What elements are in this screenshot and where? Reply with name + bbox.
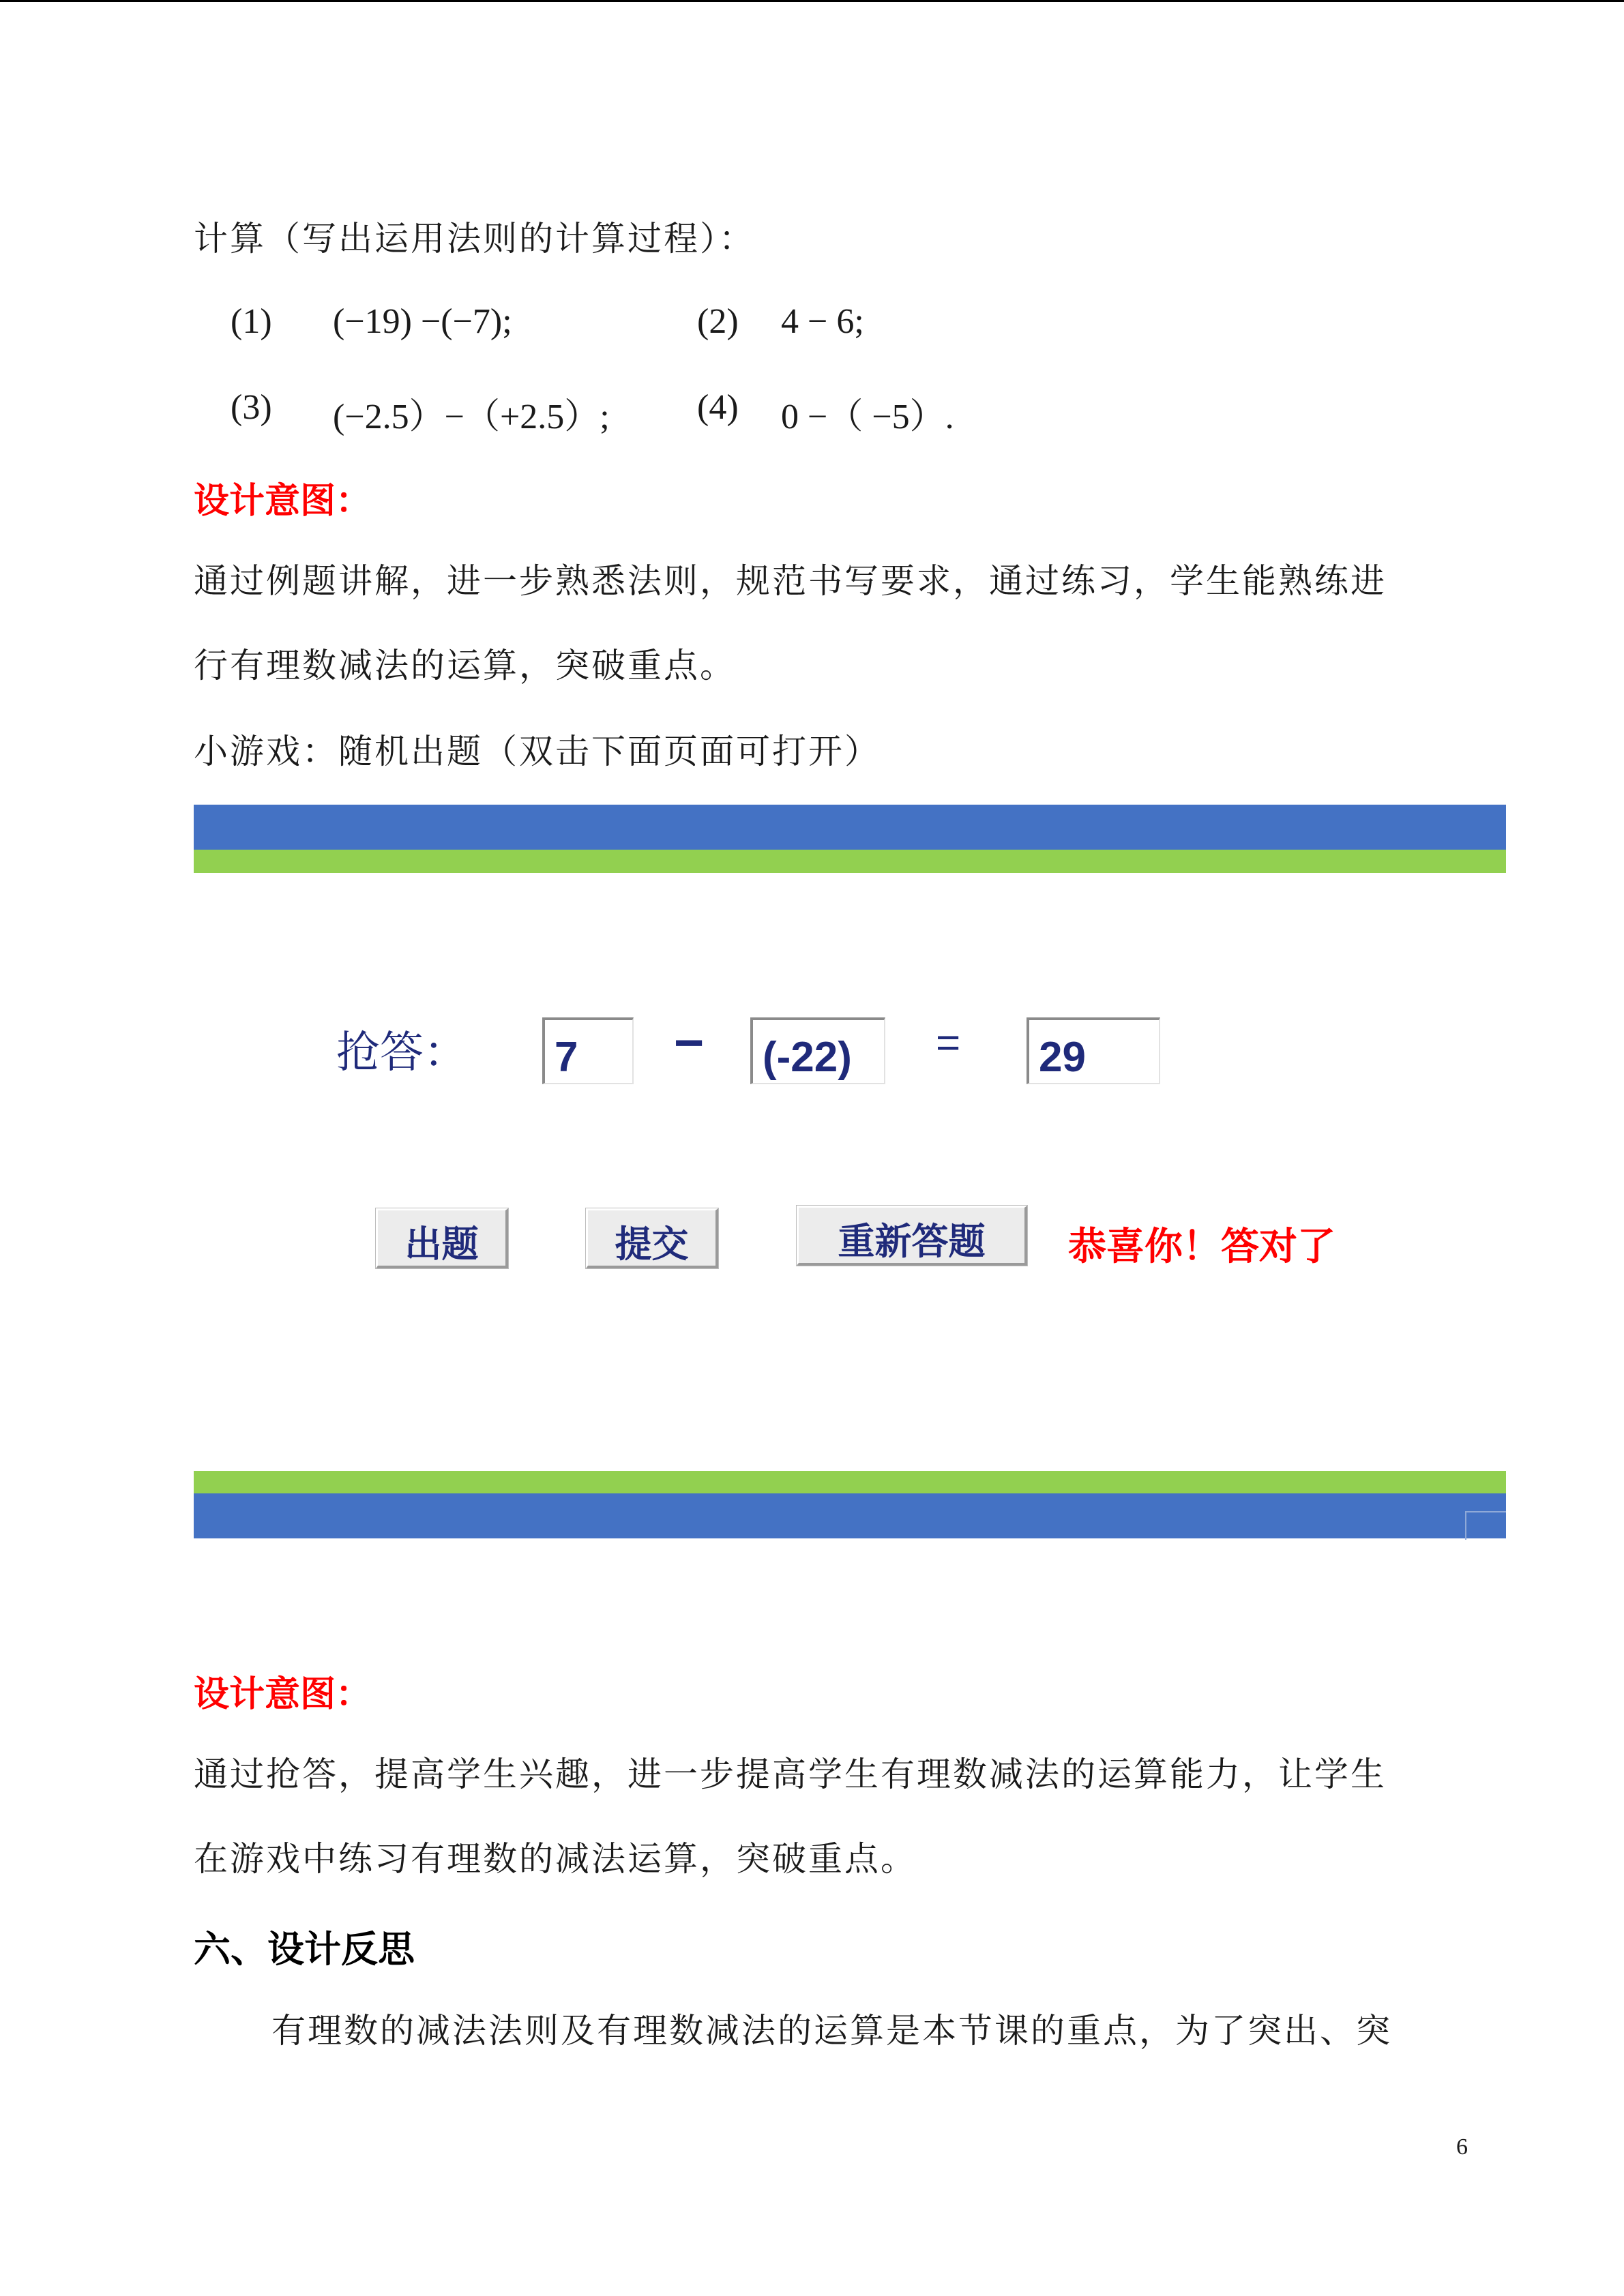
- generate-question-button[interactable]: 出题: [376, 1208, 508, 1268]
- page-top-border: [0, 0, 1624, 2]
- game-bottom-blue-bar: [194, 1493, 1506, 1538]
- problem-1-number: (1): [231, 302, 272, 341]
- result-feedback: 恭喜你！答对了: [1068, 1225, 1335, 1269]
- mini-game-intro: 小游戏：随机出题（双击下面页面可打开）: [194, 732, 881, 771]
- operand-1-field[interactable]: 7: [542, 1017, 634, 1084]
- game-top-green-bar: [194, 850, 1506, 873]
- problem-3-expression: (−2.5）−（+2.5）;: [333, 398, 610, 436]
- problem-1-expression: (−19) −(−7);: [333, 302, 512, 341]
- page-number: 6: [1456, 2134, 1468, 2160]
- problem-2-expression: 4 − 6;: [781, 302, 864, 341]
- operand-2-field[interactable]: (-22): [750, 1017, 885, 1084]
- design-intent-1-line-2: 行有理数减法的运算，突破重点。: [194, 646, 736, 685]
- answer-input[interactable]: 29: [1027, 1017, 1160, 1084]
- design-intent-2-line-2: 在游戏中练习有理数的减法运算，突破重点。: [194, 1839, 917, 1879]
- exercise-intro: 计算（写出运用法则的计算过程）：: [194, 219, 755, 258]
- problem-2-number: (2): [697, 302, 739, 341]
- game-top-blue-bar: [194, 805, 1506, 850]
- resize-handle[interactable]: [1465, 1511, 1506, 1540]
- submit-button[interactable]: 提交: [586, 1208, 718, 1268]
- design-intent-2-line-1: 通过抢答，提高学生兴趣，进一步提高学生有理数减法的运算能力，让学生: [194, 1755, 1387, 1794]
- minus-operator: −: [674, 1014, 705, 1072]
- problem-4-expression: 0 −（ −5）.: [781, 398, 954, 436]
- section-6-heading: 六、设计反思: [194, 1928, 415, 1971]
- problem-4-number: (4): [697, 388, 739, 427]
- equals-sign: =: [936, 1019, 961, 1067]
- quiz-label: 抢答：: [336, 1028, 467, 1078]
- design-intent-1-line-1: 通过例题讲解，进一步熟悉法则，规范书写要求，通过练习，学生能熟练进: [194, 561, 1387, 601]
- problem-3-number: (3): [231, 388, 272, 427]
- design-intent-heading-1: 设计意图：: [194, 481, 372, 522]
- game-bottom-green-bar: [194, 1471, 1506, 1493]
- section-6-paragraph: 有理数的减法法则及有理数减法的运算是本节课的重点，为了突出、突: [271, 2011, 1392, 2051]
- retry-button[interactable]: 重新答题: [797, 1206, 1027, 1266]
- design-intent-heading-2: 设计意图：: [194, 1674, 372, 1715]
